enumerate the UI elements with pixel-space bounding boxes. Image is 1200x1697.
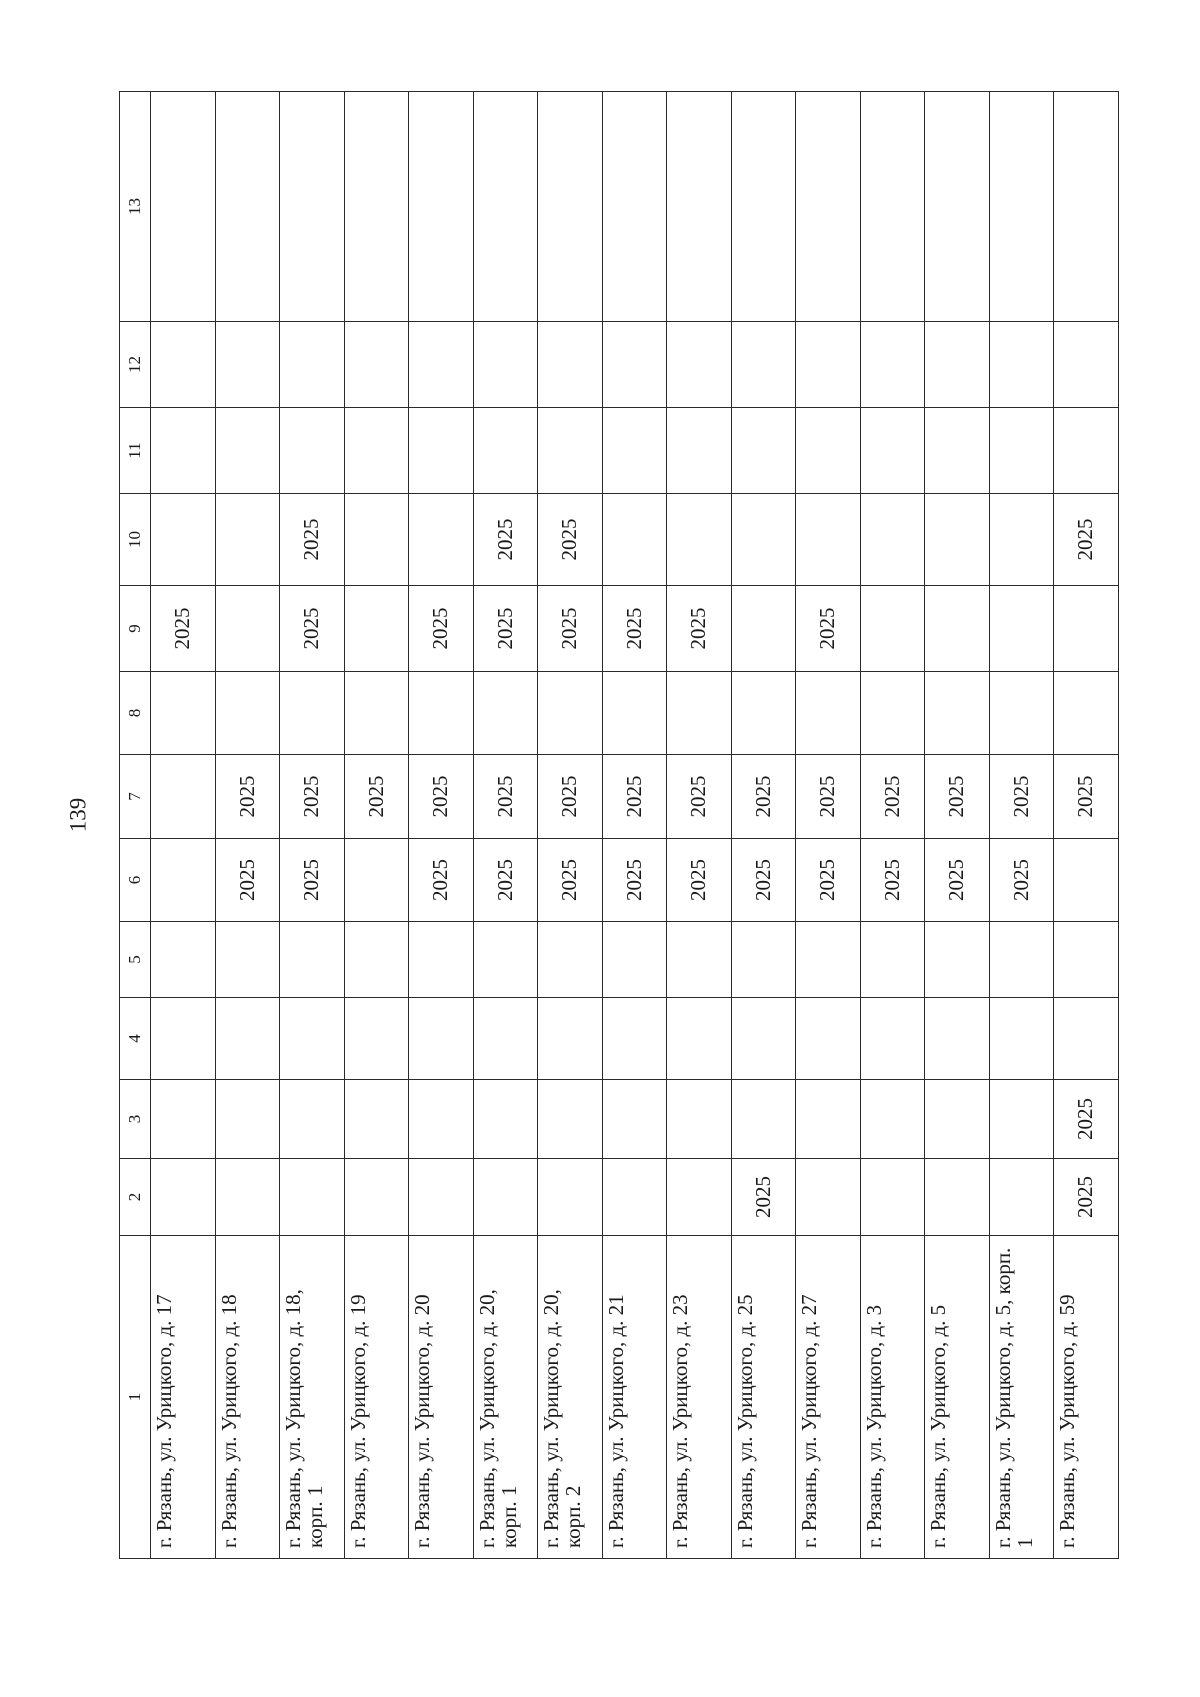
- year-cell: [925, 1080, 990, 1159]
- address-cell: г. Рязань, ул. Урицкого, д. 19: [344, 1236, 409, 1559]
- page-number: [60, 785, 96, 845]
- data-table: [119, 91, 1119, 1559]
- table-row: [538, 92, 603, 1559]
- year-cell: 2025: [538, 494, 603, 586]
- year-cell: [796, 494, 861, 586]
- year-cell: 2025: [602, 839, 667, 922]
- column-number-2: 2: [120, 1159, 151, 1236]
- year-cell: 2025: [473, 839, 538, 922]
- year-cell: 2025: [602, 755, 667, 839]
- year-cell: 2025: [925, 755, 990, 839]
- year-cell: [151, 922, 216, 998]
- year-cell: [667, 1159, 732, 1236]
- year-cell: [151, 839, 216, 922]
- year-cell: [667, 408, 732, 494]
- column-number-7: 7: [120, 755, 151, 839]
- year-cell: [602, 494, 667, 586]
- page-number-text: 139: [65, 797, 90, 833]
- year-cell: [667, 1080, 732, 1159]
- year-cell: 2025: [280, 586, 345, 672]
- year-cell: [409, 672, 474, 755]
- address-cell: г. Рязань, ул. Урицкого, д. 18, корп. 1: [280, 1236, 345, 1559]
- year-cell: [667, 998, 732, 1080]
- year-cell: [860, 322, 925, 408]
- year-cell: [215, 322, 280, 408]
- year-cell: [796, 672, 861, 755]
- year-cell: [280, 92, 345, 322]
- year-cell: [344, 1159, 409, 1236]
- year-cell: [860, 998, 925, 1080]
- year-cell: [151, 1159, 216, 1236]
- table-row: [280, 92, 345, 1559]
- year-cell: [602, 922, 667, 998]
- year-cell: [860, 1080, 925, 1159]
- column-number-12: 12: [120, 322, 151, 408]
- year-cell: [1054, 408, 1119, 494]
- year-cell: [796, 1159, 861, 1236]
- year-cell: [409, 1080, 474, 1159]
- year-cell: 2025: [796, 755, 861, 839]
- year-cell: 2025: [1054, 755, 1119, 839]
- year-cell: [344, 322, 409, 408]
- table-row: [989, 92, 1054, 1559]
- year-cell: 2025: [796, 586, 861, 672]
- year-cell: [602, 1080, 667, 1159]
- column-number-4: 4: [120, 998, 151, 1080]
- year-cell: [151, 1080, 216, 1159]
- year-cell: [215, 92, 280, 322]
- table-row: [925, 92, 990, 1559]
- year-cell: [280, 1159, 345, 1236]
- year-cell: 2025: [731, 1159, 796, 1236]
- year-cell: [602, 408, 667, 494]
- address-cell: г. Рязань, ул. Урицкого, д. 5, корп. 1: [989, 1236, 1054, 1559]
- year-cell: [215, 672, 280, 755]
- year-cell: [602, 998, 667, 1080]
- address-cell: г. Рязань, ул. Урицкого, д. 17: [151, 1236, 216, 1559]
- year-cell: [409, 408, 474, 494]
- year-cell: 2025: [602, 586, 667, 672]
- year-cell: [860, 494, 925, 586]
- year-cell: [344, 408, 409, 494]
- year-cell: [731, 408, 796, 494]
- year-cell: [860, 586, 925, 672]
- year-cell: [344, 586, 409, 672]
- year-cell: [731, 586, 796, 672]
- address-cell: г. Рязань, ул. Урицкого, д. 27: [796, 1236, 861, 1559]
- year-cell: [538, 998, 603, 1080]
- year-cell: [925, 494, 990, 586]
- table-row: [409, 92, 474, 1559]
- year-cell: [215, 408, 280, 494]
- year-cell: 2025: [409, 839, 474, 922]
- year-cell: [989, 92, 1054, 322]
- year-cell: [1054, 672, 1119, 755]
- year-cell: [409, 922, 474, 998]
- year-cell: [344, 1080, 409, 1159]
- year-cell: [989, 998, 1054, 1080]
- year-cell: [989, 586, 1054, 672]
- year-cell: [925, 922, 990, 998]
- year-cell: [215, 586, 280, 672]
- year-cell: [796, 922, 861, 998]
- year-cell: [473, 672, 538, 755]
- table-frame: [119, 92, 1098, 1559]
- year-cell: [280, 998, 345, 1080]
- year-cell: [151, 998, 216, 1080]
- table-row: [473, 92, 538, 1559]
- year-cell: [344, 839, 409, 922]
- table-row: [344, 92, 409, 1559]
- year-cell: 2025: [473, 755, 538, 839]
- year-cell: [473, 1080, 538, 1159]
- year-cell: [602, 92, 667, 322]
- year-cell: [602, 322, 667, 408]
- year-cell: [796, 1080, 861, 1159]
- table-row: [860, 92, 925, 1559]
- year-cell: [215, 1159, 280, 1236]
- year-cell: 2025: [796, 839, 861, 922]
- year-cell: [925, 408, 990, 494]
- year-cell: [860, 1159, 925, 1236]
- year-cell: [215, 998, 280, 1080]
- year-cell: [989, 322, 1054, 408]
- year-cell: [280, 408, 345, 494]
- year-cell: [344, 672, 409, 755]
- year-cell: 2025: [989, 755, 1054, 839]
- table-row: [667, 92, 732, 1559]
- address-cell: г. Рязань, ул. Урицкого, д. 21: [602, 1236, 667, 1559]
- year-cell: [602, 672, 667, 755]
- column-number-1: 1: [120, 1236, 151, 1559]
- year-cell: 2025: [925, 839, 990, 922]
- table-row: [1054, 92, 1119, 1559]
- year-cell: [731, 922, 796, 998]
- year-cell: 2025: [860, 839, 925, 922]
- year-cell: 2025: [280, 755, 345, 839]
- year-cell: [215, 1080, 280, 1159]
- year-cell: [409, 322, 474, 408]
- year-cell: [667, 322, 732, 408]
- address-cell: г. Рязань, ул. Урицкого, д. 20, корп. 1: [473, 1236, 538, 1559]
- year-cell: [860, 408, 925, 494]
- year-cell: [989, 672, 1054, 755]
- year-cell: [473, 922, 538, 998]
- year-cell: [473, 1159, 538, 1236]
- year-cell: [860, 92, 925, 322]
- year-cell: 2025: [667, 586, 732, 672]
- year-cell: [409, 1159, 474, 1236]
- year-cell: [280, 1080, 345, 1159]
- year-cell: [925, 586, 990, 672]
- year-cell: [731, 322, 796, 408]
- year-cell: [151, 92, 216, 322]
- year-cell: 2025: [473, 586, 538, 672]
- year-cell: [925, 322, 990, 408]
- year-cell: [731, 672, 796, 755]
- year-cell: [796, 92, 861, 322]
- year-cell: [280, 672, 345, 755]
- table-row: [151, 92, 216, 1559]
- year-cell: [409, 92, 474, 322]
- column-number-6: 6: [120, 839, 151, 922]
- year-cell: [473, 998, 538, 1080]
- year-cell: [925, 672, 990, 755]
- year-cell: [538, 1159, 603, 1236]
- year-cell: 2025: [473, 494, 538, 586]
- year-cell: [1054, 92, 1119, 322]
- year-cell: 2025: [1054, 1080, 1119, 1159]
- year-cell: 2025: [1054, 494, 1119, 586]
- year-cell: [796, 322, 861, 408]
- year-cell: [989, 1080, 1054, 1159]
- address-cell: г. Рязань, ул. Урицкого, д. 3: [860, 1236, 925, 1559]
- year-cell: [280, 322, 345, 408]
- address-cell: г. Рязань, ул. Урицкого, д. 20, корп. 2: [538, 1236, 603, 1559]
- address-cell: г. Рязань, ул. Урицкого, д. 20: [409, 1236, 474, 1559]
- year-cell: 2025: [538, 755, 603, 839]
- year-cell: 2025: [280, 839, 345, 922]
- column-number-13: 13: [120, 92, 151, 322]
- year-cell: 2025: [667, 755, 732, 839]
- year-cell: [667, 672, 732, 755]
- column-number-9: 9: [120, 586, 151, 672]
- year-cell: 2025: [667, 839, 732, 922]
- year-cell: [151, 322, 216, 408]
- year-cell: [151, 494, 216, 586]
- year-cell: [473, 408, 538, 494]
- year-cell: [602, 1159, 667, 1236]
- table-row: [215, 92, 280, 1559]
- year-cell: [344, 922, 409, 998]
- year-cell: [151, 408, 216, 494]
- year-cell: 2025: [731, 755, 796, 839]
- year-cell: [1054, 586, 1119, 672]
- year-cell: 2025: [860, 755, 925, 839]
- address-cell: г. Рязань, ул. Урицкого, д. 59: [1054, 1236, 1119, 1559]
- year-cell: [151, 672, 216, 755]
- year-cell: [796, 408, 861, 494]
- year-cell: [280, 922, 345, 998]
- column-number-10: 10: [120, 494, 151, 586]
- year-cell: 2025: [409, 755, 474, 839]
- year-cell: 2025: [538, 586, 603, 672]
- address-cell: г. Рязань, ул. Урицкого, д. 18: [215, 1236, 280, 1559]
- year-cell: [925, 998, 990, 1080]
- year-cell: [538, 92, 603, 322]
- column-number-11: 11: [120, 408, 151, 494]
- year-cell: [538, 922, 603, 998]
- year-cell: [989, 922, 1054, 998]
- table-row: [731, 92, 796, 1559]
- year-cell: [215, 922, 280, 998]
- year-cell: 2025: [538, 839, 603, 922]
- year-cell: [731, 998, 796, 1080]
- year-cell: [151, 755, 216, 839]
- year-cell: [473, 322, 538, 408]
- year-cell: [344, 92, 409, 322]
- year-cell: [1054, 998, 1119, 1080]
- year-cell: 2025: [344, 755, 409, 839]
- year-cell: 2025: [215, 839, 280, 922]
- year-cell: [344, 998, 409, 1080]
- year-cell: 2025: [1054, 1159, 1119, 1236]
- year-cell: [989, 408, 1054, 494]
- year-cell: [731, 92, 796, 322]
- year-cell: [344, 494, 409, 586]
- year-cell: [215, 494, 280, 586]
- year-cell: [860, 672, 925, 755]
- year-cell: 2025: [731, 839, 796, 922]
- address-cell: г. Рязань, ул. Урицкого, д. 25: [731, 1236, 796, 1559]
- year-cell: [409, 494, 474, 586]
- address-cell: г. Рязань, ул. Урицкого, д. 5: [925, 1236, 990, 1559]
- year-cell: [860, 922, 925, 998]
- year-cell: [473, 92, 538, 322]
- year-cell: [1054, 322, 1119, 408]
- column-number-8: 8: [120, 672, 151, 755]
- year-cell: [409, 998, 474, 1080]
- column-number-5: 5: [120, 922, 151, 998]
- year-cell: [1054, 839, 1119, 922]
- year-cell: [989, 494, 1054, 586]
- year-cell: [796, 998, 861, 1080]
- year-cell: [667, 922, 732, 998]
- year-cell: [538, 1080, 603, 1159]
- year-cell: [667, 92, 732, 322]
- address-cell: г. Рязань, ул. Урицкого, д. 23: [667, 1236, 732, 1559]
- year-cell: 2025: [215, 755, 280, 839]
- year-cell: 2025: [989, 839, 1054, 922]
- year-cell: [731, 494, 796, 586]
- column-number-3: 3: [120, 1080, 151, 1159]
- year-cell: 2025: [409, 586, 474, 672]
- year-cell: [538, 322, 603, 408]
- year-cell: [925, 92, 990, 322]
- table-row: [796, 92, 861, 1559]
- year-cell: [667, 494, 732, 586]
- year-cell: [925, 1159, 990, 1236]
- table-body: [120, 92, 1119, 1559]
- header-row: [120, 92, 151, 1559]
- table-row: [602, 92, 667, 1559]
- year-cell: 2025: [280, 494, 345, 586]
- year-cell: [989, 1159, 1054, 1236]
- year-cell: [731, 1080, 796, 1159]
- rotated-table-container: [119, 91, 1119, 1559]
- year-cell: [538, 672, 603, 755]
- year-cell: [1054, 922, 1119, 998]
- year-cell: 2025: [151, 586, 216, 672]
- year-cell: [538, 408, 603, 494]
